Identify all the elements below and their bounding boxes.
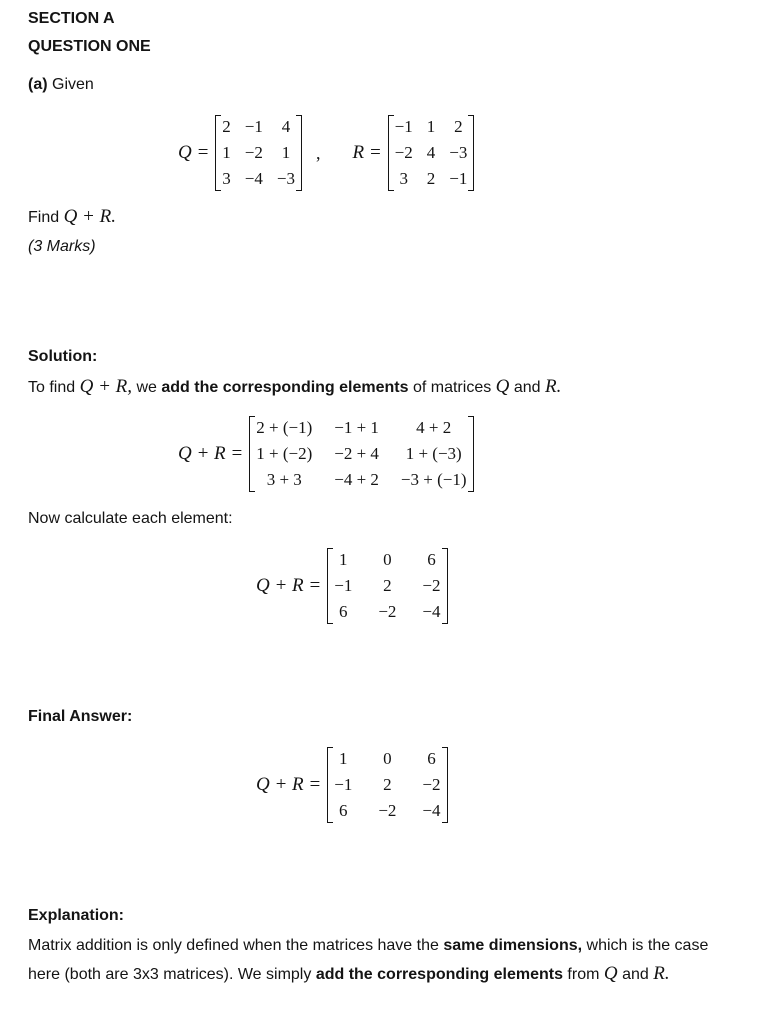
matrix-cell: 4	[426, 143, 436, 162]
matrix-cell: 1 + (−2)	[256, 444, 313, 463]
matrix-cell: 1	[281, 143, 291, 162]
explanation-text-3: from	[567, 966, 600, 983]
part-letter: (a)	[28, 76, 48, 93]
intro-bold: add the corresponding elements	[161, 379, 409, 396]
matrix-cell: 6	[427, 550, 436, 569]
matrix-cell: −1	[334, 775, 353, 794]
matrix-cell: −2	[422, 775, 441, 794]
matrix-cell: 0	[383, 749, 392, 768]
section-heading: SECTION A	[28, 10, 115, 27]
matrix-cell: −3 + (−1)	[400, 470, 467, 489]
matrix-cell: −1 + 1	[334, 418, 379, 437]
task-expression: Q + R.	[63, 206, 116, 227]
solution-heading: Solution:	[28, 348, 98, 365]
matrix-cell: 4 + 2	[416, 418, 452, 437]
matrix-cell: −2	[378, 801, 397, 820]
matrix-cell: 3 + 3	[266, 470, 302, 489]
matrix-cell: −3	[449, 143, 468, 162]
explanation-text-4: and	[622, 966, 649, 983]
explanation-q: Q	[603, 963, 618, 984]
matrix-cell: 6	[339, 801, 348, 820]
matrix-cell: 1	[222, 143, 231, 162]
result-expression	[256, 548, 448, 624]
matrix-cell: 2	[383, 775, 392, 794]
matrix-cell: 1	[426, 117, 436, 136]
matrix-final	[327, 747, 447, 823]
matrix-cell: −4	[422, 801, 441, 820]
matrix-cell: −2	[378, 602, 397, 621]
q-lhs: Q =	[178, 142, 210, 163]
explanation-text-2: which is the case here (both are 3x3 matrices). We simply	[28, 937, 709, 983]
intro-q: Q	[495, 376, 510, 397]
r-lhs: R =	[352, 142, 382, 163]
task-prefix: Find	[28, 209, 60, 226]
matrix-cell: 2 + (−1)	[256, 418, 313, 437]
matrix-cell: 2	[222, 117, 231, 136]
matrix-cell: −4 + 2	[334, 470, 379, 489]
part-a-label	[28, 76, 94, 94]
final-lhs: Q + R =	[256, 774, 322, 795]
intro-text-3: of matrices	[412, 379, 492, 396]
explanation-bold-2: add the corresponding elements	[315, 966, 563, 983]
matrix-cell: −2 + 4	[334, 444, 379, 463]
explanation-bold-1: same dimensions,	[443, 937, 583, 954]
explanation-heading: Explanation:	[28, 907, 125, 924]
matrix-cell: −3	[276, 169, 295, 188]
matrix-cell: −2	[244, 143, 263, 162]
matrix-cell: 2	[454, 117, 463, 136]
calc-text: Now calculate each element:	[28, 510, 233, 527]
sum-lhs: Q + R =	[178, 443, 244, 464]
matrix-cell: 1	[339, 749, 348, 768]
intro-text-4: and	[513, 379, 541, 396]
explanation-text-1: Matrix addition is only defined when the matrices have the	[28, 937, 439, 954]
matrix-cell: 1 + (−3)	[405, 444, 462, 463]
matrix-cell: 1	[339, 550, 348, 569]
explanation-r: R.	[653, 963, 670, 984]
matrix-cell: 0	[383, 550, 392, 569]
separator-comma: ,	[315, 142, 321, 163]
task-marks: (3 Marks)	[28, 238, 96, 255]
intro-expr: Q + R,	[79, 376, 132, 397]
matrix-cell: −2	[422, 576, 441, 595]
result-lhs: Q + R =	[256, 575, 322, 596]
matrix-result	[327, 548, 447, 624]
question-heading: QUESTION ONE	[28, 38, 151, 55]
matrix-cell: 6	[339, 602, 348, 621]
matrix-r	[388, 115, 475, 191]
matrix-cell: −1	[394, 117, 413, 136]
final-heading: Final Answer:	[28, 708, 133, 725]
matrix-cell: −1	[334, 576, 353, 595]
matrix-cell: −2	[394, 143, 413, 162]
matrix-q	[215, 115, 302, 191]
sum-expression	[178, 416, 474, 492]
solution-intro	[28, 376, 561, 398]
matrix-cell: 2	[426, 169, 436, 188]
matrix-sum-expanded	[249, 416, 473, 492]
matrix-cell: 4	[281, 117, 291, 136]
matrix-cell: −1	[244, 117, 263, 136]
part-intro: Given	[52, 76, 94, 93]
task-line	[28, 206, 116, 228]
given-matrices	[178, 115, 474, 191]
intro-text-2: we	[136, 379, 157, 396]
final-expression	[256, 747, 448, 823]
intro-r: R.	[545, 376, 562, 397]
matrix-cell: 6	[427, 749, 436, 768]
matrix-cell: 2	[383, 576, 392, 595]
explanation-paragraph	[28, 932, 738, 989]
matrix-cell: 3	[399, 169, 408, 188]
matrix-cell: −1	[449, 169, 468, 188]
intro-text-1: To find	[28, 379, 76, 396]
matrix-cell: 3	[222, 169, 231, 188]
matrix-cell: −4	[422, 602, 441, 621]
matrix-cell: −4	[244, 169, 263, 188]
